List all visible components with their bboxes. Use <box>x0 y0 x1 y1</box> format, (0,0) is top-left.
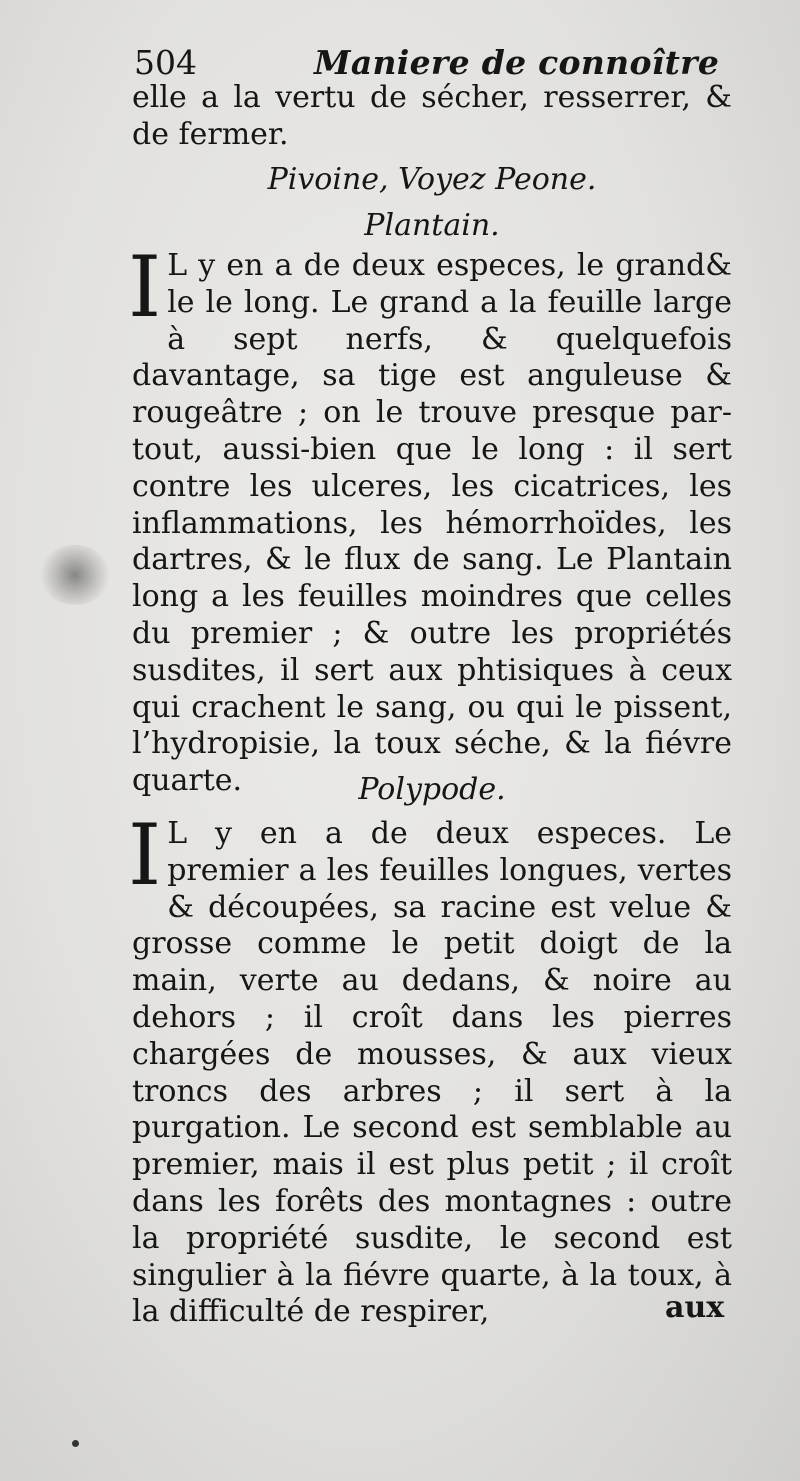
cross-reference-target: Peone. <box>495 162 597 197</box>
ink-stain <box>40 545 110 605</box>
running-title: Maniere de connoître <box>314 43 720 82</box>
drop-cap: I <box>128 806 162 904</box>
cross-reference-see: , Voyez <box>379 162 486 197</box>
cross-reference-entry: Pivoine <box>267 162 380 197</box>
catchword: aux <box>665 1290 725 1325</box>
page-number: 504 <box>134 43 197 82</box>
continued-paragraph: elle a la vertu de sécher, resserrer, & de fermer. <box>132 80 732 152</box>
section-text: L y en a de deux especes. Le premier a les feuilles longues, vertes & découpées, sa racine est velue & grosse comme le petit doigt de la main, verte au dedans, & noire au dehors ; il croît dans les pierres chargées de mousses, & aux vieux troncs des arbres ; il sert à la purgation. Le second est semblable au premier, mais il est plus petit ; il croît dans les forêts des montagnes : outre la propriété susdite, le second est singulier à la fiévre quarte, à la toux, à la difficulté de respirer, <box>132 816 732 1330</box>
cross-reference-pivoine <box>132 160 732 200</box>
section-body-polypode <box>128 806 732 1330</box>
ink-speck <box>72 1440 79 1447</box>
section-heading-plantain: Plantain. <box>364 208 500 243</box>
section-heading-polypode: Polypode. <box>358 772 506 807</box>
drop-cap: I <box>128 238 162 336</box>
section-text: L y en a de deux especes, le grand& le le long. Le grand a la feuille large à sept nerfs, & quelquefois davantage, sa tige est anguleuse & rougeâtre ; on le trouve presque par-tout, aussi-bien que le long : il sert contre les ulceres, les cicatrices, les inflammations, les hémorrhoïdes, les dartres, & le flux de sang. Le Plantain long a les feuilles moindres que celles du premier ; & outre les propriétés susdites, il sert aux phtisiques à ceux qui crachent le sang, ou qui le pissent, l’hydropisie, la toux séche, & la fiévre quarte. <box>132 248 732 799</box>
